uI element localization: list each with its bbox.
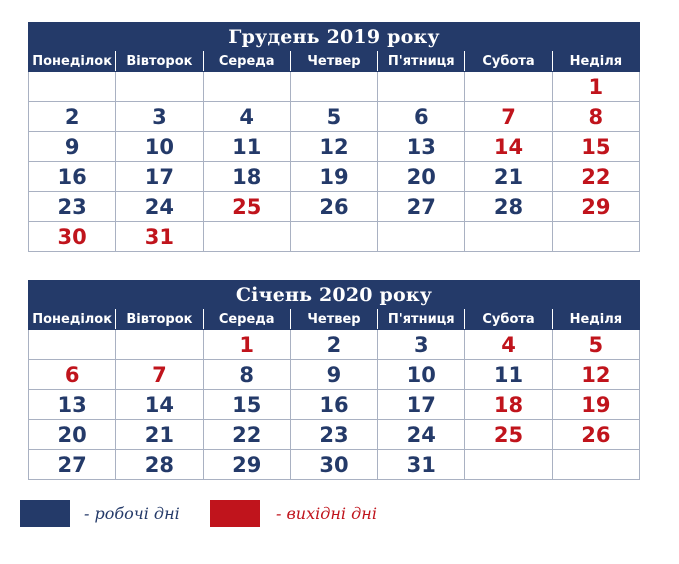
day-cell: 24	[116, 192, 203, 222]
day-cell: 16	[290, 390, 377, 420]
weekday-header: Неділя	[552, 309, 639, 330]
day-cell: 22	[552, 162, 639, 192]
day-cell: 25	[465, 420, 552, 450]
weekday-header: Середа	[203, 51, 290, 72]
day-cell: 24	[378, 420, 465, 450]
week-row	[29, 450, 640, 480]
work-days-swatch	[20, 500, 70, 527]
empty-day-cell	[203, 222, 290, 252]
day-cell: 17	[116, 162, 203, 192]
day-cell: 12	[552, 360, 639, 390]
empty-day-cell	[465, 450, 552, 480]
day-cell: 20	[29, 420, 116, 450]
day-cell: 31	[378, 450, 465, 480]
day-cell: 28	[116, 450, 203, 480]
empty-day-cell	[290, 72, 377, 102]
day-cell: 1	[552, 72, 639, 102]
day-cell: 18	[203, 162, 290, 192]
day-cell: 7	[465, 102, 552, 132]
day-cell: 2	[29, 102, 116, 132]
empty-day-cell	[552, 222, 639, 252]
empty-day-cell	[29, 330, 116, 360]
weekday-header: Четвер	[290, 51, 377, 72]
empty-day-cell	[29, 72, 116, 102]
january-calendar	[28, 280, 640, 480]
december-calendar	[28, 22, 640, 252]
day-cell: 3	[378, 330, 465, 360]
day-cell: 14	[116, 390, 203, 420]
day-cell: 26	[290, 192, 377, 222]
weekday-header: П'ятниця	[378, 309, 465, 330]
week-row	[29, 72, 640, 102]
day-cell: 5	[552, 330, 639, 360]
day-cell: 20	[378, 162, 465, 192]
empty-day-cell	[290, 222, 377, 252]
day-cell: 31	[116, 222, 203, 252]
day-cell: 28	[465, 192, 552, 222]
empty-day-cell	[378, 72, 465, 102]
day-cell: 4	[203, 102, 290, 132]
off-days-swatch	[210, 500, 260, 527]
day-cell: 5	[290, 102, 377, 132]
day-cell: 18	[465, 390, 552, 420]
day-cell: 25	[203, 192, 290, 222]
day-cell: 10	[116, 132, 203, 162]
weekday-header: Субота	[465, 51, 552, 72]
day-cell: 26	[552, 420, 639, 450]
weekday-header: Четвер	[290, 309, 377, 330]
day-cell: 2	[290, 330, 377, 360]
empty-day-cell	[116, 330, 203, 360]
december-weekday-header	[29, 51, 640, 72]
empty-day-cell	[552, 450, 639, 480]
day-cell: 23	[290, 420, 377, 450]
january-title: Січень 2020 року	[29, 281, 640, 309]
day-cell: 19	[552, 390, 639, 420]
day-cell: 13	[29, 390, 116, 420]
december-title: Грудень 2019 року	[29, 23, 640, 51]
work-days-label: - робочі дні	[84, 504, 180, 523]
day-cell: 11	[203, 132, 290, 162]
weekday-header: П'ятниця	[378, 51, 465, 72]
day-cell: 21	[465, 162, 552, 192]
day-cell: 9	[29, 132, 116, 162]
day-cell: 6	[378, 102, 465, 132]
empty-day-cell	[203, 72, 290, 102]
january-days	[29, 330, 640, 480]
day-cell: 21	[116, 420, 203, 450]
day-cell: 23	[29, 192, 116, 222]
weekday-header: Субота	[465, 309, 552, 330]
week-row	[29, 102, 640, 132]
week-row	[29, 162, 640, 192]
day-cell: 1	[203, 330, 290, 360]
day-cell: 10	[378, 360, 465, 390]
day-cell: 15	[203, 390, 290, 420]
week-row	[29, 132, 640, 162]
weekday-header: Понеділок	[29, 51, 116, 72]
day-cell: 16	[29, 162, 116, 192]
week-row	[29, 420, 640, 450]
day-cell: 27	[29, 450, 116, 480]
day-cell: 6	[29, 360, 116, 390]
weekday-header: Вівторок	[116, 309, 203, 330]
day-cell: 8	[552, 102, 639, 132]
off-days-label: - вихідні дні	[276, 504, 377, 523]
week-row	[29, 360, 640, 390]
day-cell: 17	[378, 390, 465, 420]
day-cell: 12	[290, 132, 377, 162]
weekday-header: Понеділок	[29, 309, 116, 330]
weekday-header: Середа	[203, 309, 290, 330]
weekday-header: Неділя	[552, 51, 639, 72]
empty-day-cell	[378, 222, 465, 252]
day-cell: 3	[116, 102, 203, 132]
january-weekday-header	[29, 309, 640, 330]
day-cell: 15	[552, 132, 639, 162]
day-cell: 13	[378, 132, 465, 162]
day-cell: 11	[465, 360, 552, 390]
empty-day-cell	[116, 72, 203, 102]
day-cell: 19	[290, 162, 377, 192]
day-cell: 27	[378, 192, 465, 222]
day-cell: 29	[552, 192, 639, 222]
day-cell: 7	[116, 360, 203, 390]
day-cell: 22	[203, 420, 290, 450]
day-cell: 14	[465, 132, 552, 162]
empty-day-cell	[465, 72, 552, 102]
week-row	[29, 222, 640, 252]
day-cell: 4	[465, 330, 552, 360]
day-cell: 9	[290, 360, 377, 390]
day-cell: 29	[203, 450, 290, 480]
week-row	[29, 390, 640, 420]
week-row	[29, 192, 640, 222]
day-cell: 8	[203, 360, 290, 390]
week-row	[29, 330, 640, 360]
day-cell: 30	[290, 450, 377, 480]
weekday-header: Вівторок	[116, 51, 203, 72]
december-days	[29, 72, 640, 252]
empty-day-cell	[465, 222, 552, 252]
day-cell: 30	[29, 222, 116, 252]
